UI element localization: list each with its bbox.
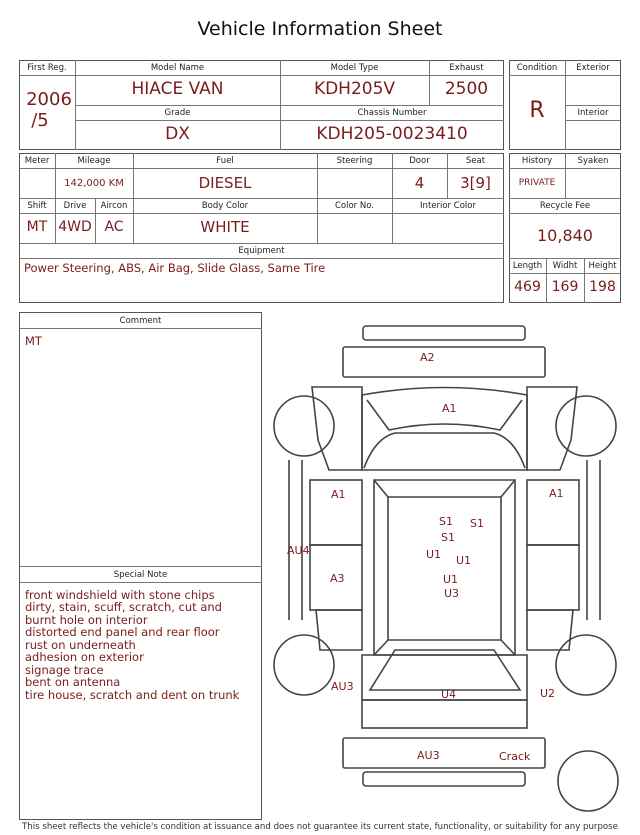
special-note-item: distorted end panel and rear floor [25, 625, 220, 639]
equipment-label: Equipment [238, 246, 285, 256]
door-label: Door [409, 156, 430, 166]
special-note-item: bent on antenna [25, 675, 121, 689]
first-reg-label: First Reg. [27, 63, 67, 73]
disclaimer-footer: This sheet reflects the vehicle's condition at issuance and does not guarantee its current state, functionality, or suitability for any purpose [22, 822, 618, 832]
sheet-title: Vehicle Information Sheet [197, 18, 443, 40]
width-label: Widht [552, 261, 578, 271]
aircon-value: AC [104, 219, 124, 235]
history-value: PRIVATE [518, 178, 556, 188]
damage-mark: S1 [439, 515, 453, 528]
model-name-label: Model Name [150, 63, 205, 73]
damage-mark: U2 [540, 687, 556, 700]
shift-label: Shift [27, 201, 47, 211]
comment-label: Comment [119, 316, 162, 326]
model-type-label: Model Type [330, 63, 379, 73]
seat-label: Seat [465, 156, 486, 166]
recycle-fee-label: Recycle Fee [539, 201, 591, 211]
body-color-value: WHITE [200, 218, 250, 236]
length-value: 469 [514, 279, 541, 295]
special-note-item: adhesion on exterior [25, 650, 144, 664]
grade-label: Grade [164, 108, 191, 118]
damage-mark: U4 [441, 688, 457, 701]
special-note-item: signage trace [25, 663, 104, 677]
color-no-label: Color No. [334, 201, 374, 211]
damage-mark: A1 [549, 487, 564, 500]
special-note-item: burnt hole on interior [25, 613, 148, 627]
condition-grade: R [529, 98, 545, 123]
drive-value: 4WD [58, 219, 92, 235]
recycle-fee-value: 10,840 [537, 226, 593, 245]
damage-mark: U1 [443, 573, 459, 586]
meter-label: Meter [24, 156, 50, 166]
mileage-label: Mileage [77, 156, 111, 166]
chassis-number-label: Chassis Number [357, 108, 427, 118]
model-name-value: HIACE VAN [131, 79, 224, 99]
shift-value: MT [26, 219, 48, 235]
special-note-item: rust on underneath [25, 638, 136, 652]
first-reg-year: 2006 [26, 89, 72, 110]
aircon-label: Aircon [100, 201, 128, 211]
door-value: 4 [414, 174, 425, 192]
damage-mark: AU3 [417, 749, 440, 762]
special-note-item: tire house, scratch and dent on trunk [25, 688, 240, 702]
height-value: 198 [589, 279, 616, 295]
damage-mark: AU4 [287, 544, 310, 557]
equipment-value: Power Steering, ABS, Air Bag, Slide Glass, Same Tire [24, 261, 326, 275]
damage-mark: A3 [330, 572, 345, 585]
chassis-number-value: KDH205-0023410 [316, 124, 468, 144]
mileage-value: 142,000 KM [64, 178, 124, 189]
damage-mark: A1 [331, 488, 346, 501]
damage-mark: Crack [499, 750, 531, 763]
drive-label: Drive [63, 201, 87, 211]
exhaust-value: 2500 [444, 79, 489, 99]
damage-mark: AU3 [331, 680, 354, 693]
exhaust-label: Exhaust [449, 63, 484, 73]
grade-value: DX [165, 124, 190, 144]
special-note-item: dirty, stain, scuff, scratch, cut and [25, 600, 222, 614]
seat-value: 3[9] [460, 174, 491, 192]
syaken-label: Syaken [577, 156, 609, 166]
width-value: 169 [551, 279, 579, 295]
fuel-value: DIESEL [198, 174, 252, 192]
damage-mark: U1 [426, 548, 442, 561]
special-note-item: front windshield with stone chips [25, 588, 215, 602]
fuel-label: Fuel [216, 156, 234, 166]
history-label: History [521, 156, 553, 166]
steering-label: Steering [336, 156, 373, 166]
damage-mark: U3 [444, 587, 460, 600]
model-type-value: KDH205V [313, 79, 396, 99]
damage-mark: A1 [442, 402, 457, 415]
damage-mark: A2 [420, 351, 435, 364]
interior-color-label: Interior Color [420, 201, 476, 211]
length-label: Length [512, 261, 543, 271]
comment-text: MT [25, 334, 42, 348]
exterior-label: Exterior [576, 63, 610, 73]
interior-label: Interior [577, 108, 609, 118]
damage-mark: S1 [441, 531, 455, 544]
body-color-label: Body Color [201, 201, 249, 211]
height-label: Height [588, 261, 617, 271]
condition-label: Condition [516, 63, 558, 73]
first-reg-month: /5 [31, 110, 49, 131]
special-note-label: Special Note [113, 570, 168, 580]
damage-mark: S1 [470, 517, 484, 530]
damage-mark: U1 [456, 554, 472, 567]
